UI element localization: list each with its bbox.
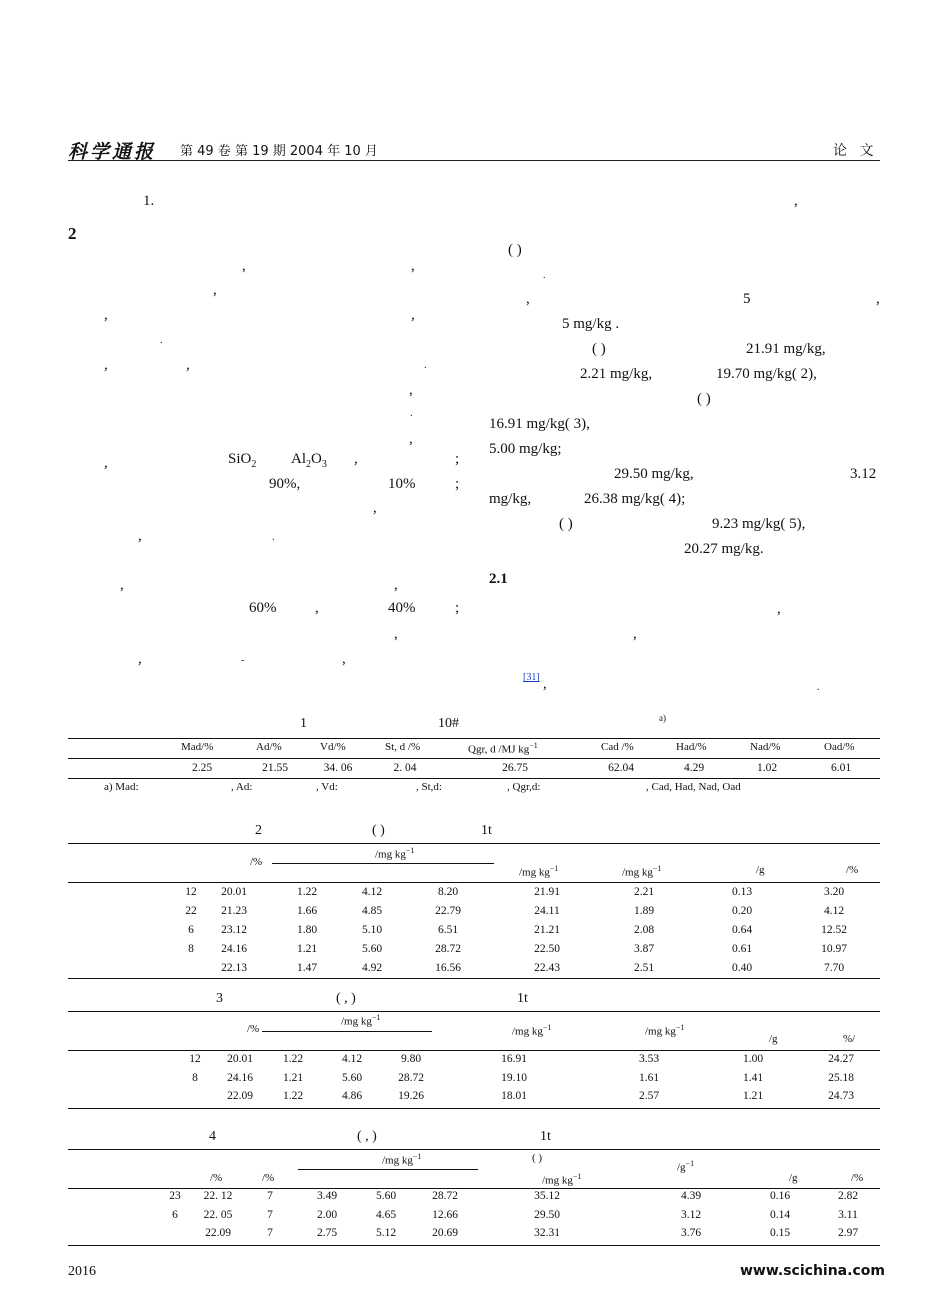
text-fragment: , — [777, 601, 781, 617]
text-fragment: 2.21 mg/kg, — [580, 366, 653, 382]
section-heading-2: 2 — [68, 224, 77, 243]
table2-cell: 1.80 — [296, 924, 318, 936]
text-fragment: . — [424, 360, 427, 371]
text-fragment: . — [160, 335, 163, 346]
text-fragment: , — [633, 626, 637, 642]
table2-cell: 22 — [185, 905, 197, 917]
table4-header: ( ) — [532, 1152, 543, 1164]
table1-cell: 1.02 — [756, 762, 778, 774]
table4-cell: 22. 05 — [203, 1208, 233, 1221]
table2-cell: 28.72 — [435, 943, 461, 955]
table4-cell: 7 — [267, 1227, 273, 1239]
table3-cell: 24.16 — [227, 1071, 253, 1084]
text-fragment: ; — [455, 451, 460, 467]
table4-cell: 3.49 — [316, 1190, 338, 1202]
text-fragment: , — [342, 651, 346, 667]
table4-cell: 3.12 — [680, 1208, 702, 1221]
table1-header: Had/% — [676, 741, 707, 753]
table2-group-header: /mg $kg^{-1}$ — [375, 846, 415, 861]
table1-bottom-rule — [68, 778, 880, 779]
table2-cell: 22.79 — [435, 905, 461, 917]
table1-header: Oad/% — [824, 741, 855, 753]
text-fragment: ( ) — [697, 391, 711, 407]
table1-cell: 2. 04 — [393, 762, 417, 774]
text-fragment: 10% — [388, 476, 416, 492]
table4-group-underline — [298, 1169, 478, 1170]
text-fragment: 60% — [249, 600, 277, 616]
text-fragment: ( ) — [592, 341, 606, 357]
section-label: 论 文 — [833, 143, 878, 159]
table1-header: Mad/% — [181, 741, 214, 753]
table2-cell: 21.91 — [534, 886, 560, 898]
table2-unit: 1t — [481, 823, 492, 838]
table4-cell: 4.39 — [680, 1190, 702, 1202]
table3-cell: 28.72 — [398, 1071, 424, 1084]
table3-cell: 24.27 — [828, 1053, 854, 1065]
table3-unit: 1t — [517, 991, 528, 1006]
page-number: 2016 — [68, 1264, 96, 1279]
text-fragment: - — [241, 655, 245, 666]
table4-header: /mg $kg^{-1}$ — [542, 1172, 582, 1187]
text-fragment: 5.00 mg/kg; — [489, 441, 562, 457]
text-fragment: , — [876, 291, 880, 307]
text-fragment: , — [104, 455, 108, 471]
table3-cell: 4.86 — [341, 1090, 363, 1102]
table2-cell: 24.16 — [221, 943, 247, 955]
table3-cell: 1.61 — [638, 1071, 660, 1084]
table3-cell: 19.10 — [501, 1071, 527, 1084]
table2-cell: 4.85 — [361, 905, 383, 917]
table4-cell: 22. 12 — [203, 1190, 233, 1202]
text-fragment: , — [138, 651, 142, 667]
text-fragment: , — [409, 382, 413, 398]
text-fragment: , — [394, 577, 398, 593]
table1-header: Qgr, d /MJ $kg^{-1}$ — [468, 741, 538, 756]
table3-number: 3 — [216, 991, 223, 1006]
text-fragment: 3.12 — [850, 466, 877, 482]
table1-title: 10# — [438, 716, 459, 731]
table4-cell: 0.14 — [769, 1208, 791, 1221]
table3-header: %/ — [843, 1033, 856, 1045]
table3-cell: 22.09 — [227, 1090, 253, 1102]
table4-header-rule — [68, 1188, 880, 1189]
table3-header: /% — [247, 1023, 260, 1035]
table2-cell: 1.89 — [633, 905, 655, 917]
table1-footnote: , Cad, Had, Nad, Oad — [646, 781, 741, 793]
table4-cell: 3.76 — [680, 1227, 702, 1239]
table1-header-rule — [68, 758, 880, 759]
citation-link[interactable]: [31] — [523, 672, 540, 683]
table3-cell: 2.57 — [638, 1090, 660, 1102]
table3-header: /g — [769, 1033, 778, 1045]
text-fragment: 1. — [143, 193, 155, 209]
table1-footnote: , Qgr,d: — [507, 781, 541, 793]
table2-cell: 1.66 — [296, 905, 318, 917]
table2-cell: 0.61 — [731, 943, 753, 955]
table3-cell: 19.26 — [398, 1090, 424, 1102]
table4-cell: 32.31 — [534, 1227, 560, 1239]
text-fragment: , — [120, 577, 124, 593]
table4-cell: 2.82 — [837, 1190, 859, 1202]
text-fragment: mg/kg, — [489, 491, 532, 507]
table4-header: /g — [789, 1172, 798, 1184]
table2-cell: 21.23 — [221, 905, 247, 917]
table3-cell: 1.21 — [742, 1090, 764, 1102]
table1-footnote: a) Mad: — [104, 781, 139, 793]
text-fragment: , — [543, 676, 547, 692]
table2-title: ( ) — [372, 823, 385, 838]
table2-cell: 23.12 — [221, 924, 247, 936]
table2-cell: 3.20 — [823, 886, 845, 898]
table3-cell: 18.01 — [501, 1090, 527, 1102]
table2-cell: 2.51 — [633, 962, 655, 974]
text-fragment: , — [186, 357, 190, 373]
text-fragment: . — [410, 408, 413, 419]
table1-footnote: , St,d: — [416, 781, 442, 793]
table2-header: /g — [756, 864, 765, 876]
table2-cell: 4.12 — [361, 886, 383, 898]
table1-footnote: , Vd: — [316, 781, 338, 793]
text-fragment: 5 mg/kg . — [562, 316, 620, 332]
table2-cell: 1.22 — [296, 886, 318, 898]
table4-cell: 23 — [169, 1190, 181, 1202]
table4-cell: 29.50 — [534, 1208, 560, 1221]
table4-title: ( , ) — [357, 1129, 377, 1144]
table4-cell: 4.65 — [375, 1208, 397, 1221]
text-fragment: , — [411, 307, 415, 323]
text-fragment: , — [242, 258, 246, 274]
table3-cell: 20.01 — [227, 1053, 253, 1065]
formula-sio2: SiO$_2$ — [228, 451, 257, 470]
table3-group-header: /mg $kg^{-1}$ — [341, 1013, 381, 1028]
text-fragment: 20.27 mg/kg. — [684, 541, 764, 557]
table2-number: 2 — [255, 823, 262, 838]
table2-group-underline — [272, 863, 494, 864]
table4-number: 4 — [209, 1129, 216, 1144]
table2-cell: 4.92 — [361, 962, 383, 974]
table4-cell: 2.00 — [316, 1208, 338, 1221]
table2-bottom-rule — [68, 978, 880, 979]
text-fragment: , — [526, 291, 530, 307]
table2-header-rule — [68, 882, 880, 883]
table1-top-rule — [68, 738, 880, 739]
table4-cell: 2.97 — [837, 1227, 859, 1239]
text-fragment: , — [394, 626, 398, 642]
table3-header-rule — [68, 1050, 880, 1051]
table2-cell: 20.01 — [221, 886, 247, 898]
table2-cell: 22.50 — [534, 943, 560, 955]
table2-header: /mg $kg^{-1}$ — [622, 864, 662, 879]
text-fragment: 5 — [743, 291, 751, 307]
table2-header: /% — [846, 864, 859, 876]
table4-cell: 20.69 — [432, 1227, 458, 1239]
table3-cell: 24.73 — [828, 1090, 854, 1102]
table2-cell: 7.70 — [823, 962, 845, 974]
table4-cell: 0.15 — [769, 1227, 791, 1239]
table3-header: /mg $kg^{-1}$ — [512, 1023, 552, 1038]
journal-issue: 第 49 卷 第 19 期 2004 年 10 月 — [180, 144, 378, 159]
table3-cell: 5.60 — [341, 1071, 363, 1084]
table2-cell: 10.97 — [821, 943, 847, 955]
table3-cell: 4.12 — [341, 1053, 363, 1065]
table3-bottom-rule — [68, 1108, 880, 1109]
table2-cell: 2.08 — [633, 924, 655, 936]
text-fragment: , — [104, 307, 108, 323]
table4-cell: 22.09 — [205, 1227, 231, 1239]
table1-cell: 21.55 — [262, 762, 288, 774]
table2-cell: 0.40 — [731, 962, 753, 974]
table4-header: /% — [262, 1172, 275, 1184]
table2-cell: 21.21 — [534, 924, 560, 936]
table4-cell: 0.16 — [769, 1190, 791, 1202]
table1-number: 1 — [300, 716, 307, 731]
text-fragment: 29.50 mg/kg, — [614, 466, 694, 482]
table4-cell: 7 — [267, 1208, 273, 1221]
table2-cell: 8.20 — [437, 886, 459, 898]
table1-header: Vd/% — [320, 741, 346, 753]
table2-cell: 1.21 — [296, 943, 318, 955]
table3-title: ( , ) — [336, 991, 356, 1006]
table4-cell: 35.12 — [534, 1190, 560, 1202]
table3-cell: 1.41 — [742, 1071, 764, 1084]
table2-cell: 8 — [188, 943, 194, 955]
text-fragment: 21.91 mg/kg, — [746, 341, 826, 357]
table4-cell: 5.60 — [375, 1190, 397, 1202]
table3-cell: 1.22 — [282, 1090, 304, 1102]
text-fragment: ( ) — [508, 242, 522, 258]
table2-cell: 24.11 — [534, 905, 560, 917]
table2-header: /mg $kg^{-1}$ — [519, 864, 559, 879]
table4-bottom-rule — [68, 1245, 880, 1246]
table2-cell: 0.64 — [731, 924, 753, 936]
text-fragment: ; — [455, 600, 460, 616]
table2-cell: 5.60 — [361, 943, 383, 955]
table2-top-rule — [68, 843, 880, 844]
table2-cell: 22.13 — [221, 962, 247, 974]
table1-note-mark: a) — [659, 713, 666, 723]
table2-cell: 0.13 — [731, 886, 753, 898]
table4-cell: 5.12 — [375, 1227, 397, 1239]
table3-cell: 3.53 — [638, 1053, 660, 1065]
table2-cell: 1.47 — [296, 962, 318, 974]
section-heading-2-1: 2.1 — [489, 571, 508, 587]
website-link[interactable]: www.scichina.com — [740, 1263, 885, 1279]
journal-logo: 科学通报 — [68, 142, 157, 163]
table2-cell: 16.56 — [435, 962, 461, 974]
text-fragment: ( ) — [559, 516, 573, 532]
table4-cell: 2.75 — [316, 1227, 338, 1239]
table1-cell: 2.25 — [191, 762, 213, 774]
table3-cell: 1.21 — [282, 1071, 304, 1084]
table3-cell: 9.80 — [400, 1053, 422, 1065]
table4-header: /% — [851, 1172, 864, 1184]
table2-cell: 4.12 — [823, 905, 845, 917]
table2-cell: 2.21 — [633, 886, 655, 898]
text-fragment: 16.91 mg/kg( 3), — [489, 416, 590, 432]
table4-cell: 28.72 — [432, 1190, 458, 1202]
text-fragment: 90%, — [269, 476, 301, 492]
text-fragment: 9.23 mg/kg( 5), — [712, 516, 806, 532]
table4-cell: 3.11 — [838, 1208, 858, 1221]
table3-cell: 25.18 — [828, 1071, 854, 1084]
table4-top-rule — [68, 1149, 880, 1150]
table4-header: $/g^{-1}$ — [677, 1159, 695, 1174]
table1-header: Nad/% — [750, 741, 781, 753]
table1-footnote: , Ad: — [231, 781, 253, 793]
text-fragment: ; — [455, 476, 460, 492]
table2-cell: 3.87 — [633, 943, 655, 955]
table2-header: /% — [250, 856, 263, 868]
table2-cell: 6.51 — [437, 924, 459, 936]
table2-cell: 12 — [185, 886, 197, 898]
text-fragment: , — [794, 193, 798, 209]
text-fragment: , — [373, 500, 377, 516]
table2-cell: 0.20 — [731, 905, 753, 917]
table3-top-rule — [68, 1011, 880, 1012]
text-fragment: , — [315, 600, 319, 616]
table2-cell: 6 — [188, 924, 194, 936]
text-fragment: , — [138, 528, 142, 544]
table3-header: /mg $kg^{-1}$ — [645, 1023, 685, 1038]
table4-cell: 12.66 — [432, 1208, 458, 1221]
text-fragment: , — [354, 451, 358, 467]
table3-group-underline — [262, 1031, 432, 1032]
table3-cell: 1.22 — [282, 1053, 304, 1065]
text-fragment: , — [411, 258, 415, 274]
table2-cell: 22.43 — [534, 962, 560, 974]
table3-cell: 8 — [192, 1071, 198, 1084]
table4-cell: 7 — [267, 1190, 273, 1202]
table1-header: St, d /% — [385, 741, 421, 753]
table2-cell: 12.52 — [821, 924, 847, 936]
text-fragment: . — [817, 682, 820, 693]
table1-header: Ad/% — [256, 741, 282, 753]
text-fragment: , — [104, 357, 108, 373]
formula-al2o3: $Al_2O_3$ — [291, 451, 327, 470]
table4-header: /% — [210, 1172, 223, 1184]
table3-cell: 16.91 — [501, 1053, 527, 1065]
text-fragment: . — [272, 532, 275, 543]
table1-cell: 34. 06 — [323, 762, 353, 774]
text-fragment: , — [409, 431, 413, 447]
table4-group-header: /mg $kg^{-1}$ — [382, 1152, 422, 1167]
table3-cell: 12 — [189, 1053, 201, 1065]
text-fragment: 19.70 mg/kg( 2), — [716, 366, 817, 382]
table1-cell: 62.04 — [608, 762, 634, 774]
text-fragment: . — [543, 270, 546, 281]
text-fragment: 40% — [388, 600, 416, 616]
table1-cell: 4.29 — [683, 762, 705, 774]
table4-unit: 1t — [540, 1129, 551, 1144]
text-fragment: , — [213, 282, 217, 298]
header-rule — [68, 160, 880, 161]
table2-cell: 5.10 — [361, 924, 383, 936]
table3-cell: 1.00 — [742, 1053, 764, 1065]
table1-cell: 26.75 — [502, 762, 528, 774]
table1-cell: 6.01 — [830, 762, 852, 774]
table4-cell: 6 — [172, 1208, 178, 1221]
text-fragment: 26.38 mg/kg( 4); — [584, 491, 686, 507]
table1-header: Cad /% — [601, 741, 634, 753]
